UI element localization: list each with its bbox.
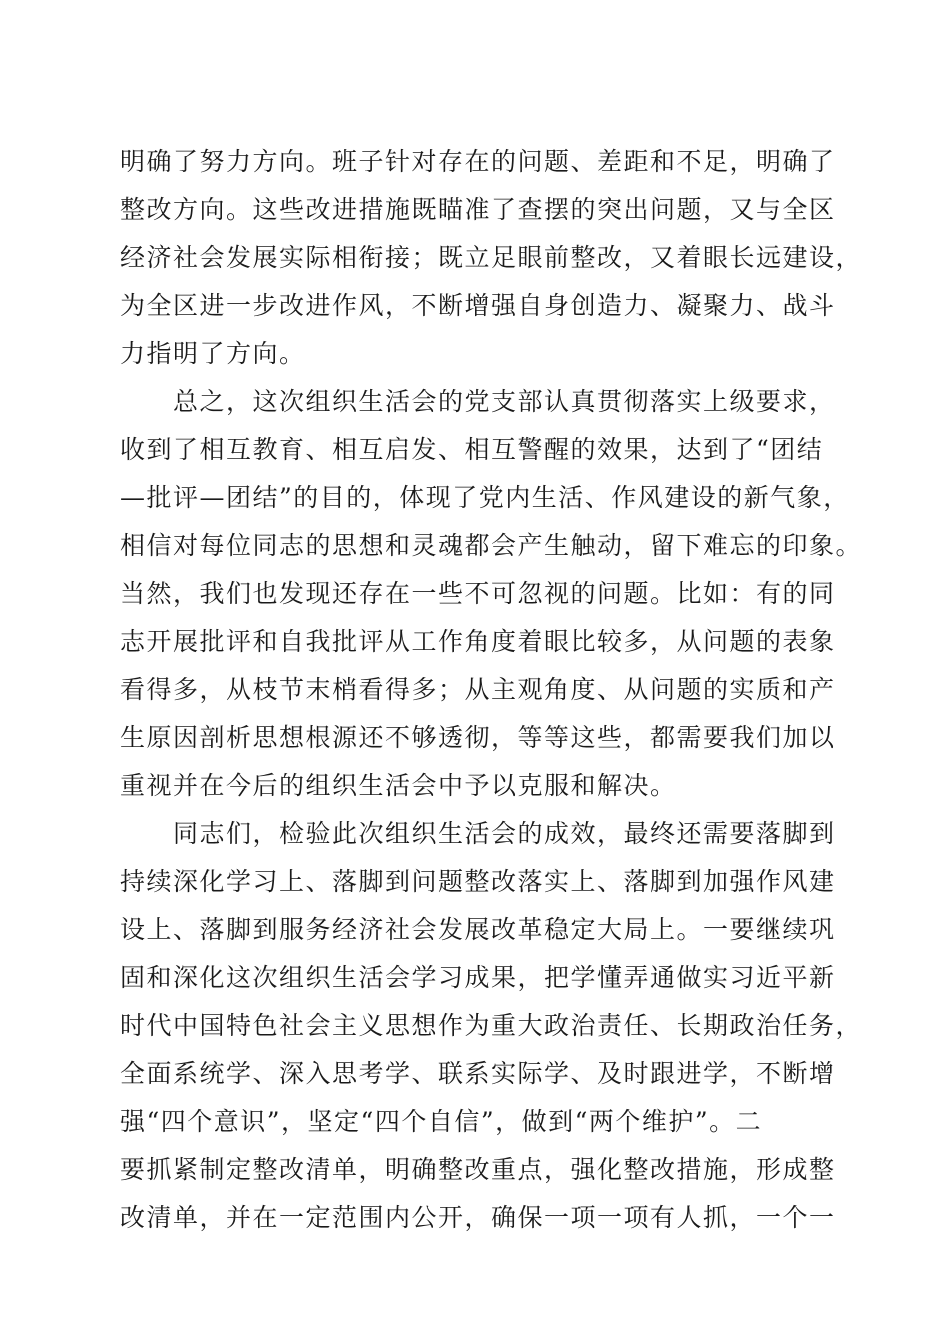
text-line-8: —批评—团结”的目的，体现了党内生活、作风建设的新气象， bbox=[120, 483, 850, 512]
text-line-4: 为全区进一步改进作风，不断增强自身创造力、凝聚力、战斗 bbox=[120, 291, 836, 320]
text-line-18: 固和深化这次组织生活会学习成果，把学懂弄通做实习近平新 bbox=[120, 963, 836, 992]
text-line-13: 生原因剖析思想根源还不够透彻，等等这些，都需要我们加以 bbox=[120, 723, 836, 752]
text-line-1: 明确了努力方向。班子针对存在的问题、差距和不足，明确了 bbox=[120, 147, 836, 176]
body-text bbox=[120, 138, 863, 1242]
text-line-15: 同志们，检验此次组织生活会的成效，最终还需要落脚到 bbox=[120, 819, 836, 848]
text-line-22: 要抓紧制定整改清单，明确整改重点，强化整改措施，形成整 bbox=[120, 1155, 836, 1184]
text-line-16: 持续深化学习上、落脚到问题整改落实上、落脚到加强作风建 bbox=[120, 867, 836, 896]
text-line-19: 时代中国特色社会主义思想作为重大政治责任、长期政治任务， bbox=[120, 1011, 863, 1040]
text-line-10: 当然，我们也发现还存在一些不可忽视的问题。比如：有的同 bbox=[120, 579, 836, 608]
text-line-20: 全面系统学、深入思考学、联系实际学、及时跟进学，不断增 bbox=[120, 1059, 836, 1088]
text-line-2: 整改方向。这些改进措施既瞄准了查摆的突出问题，又与全区 bbox=[120, 195, 836, 224]
text-line-3: 经济社会发展实际相衔接；既立足眼前整改，又着眼长远建设， bbox=[120, 243, 863, 272]
text-line-12: 看得多，从枝节末梢看得多；从主观角度、从问题的实质和产 bbox=[120, 675, 836, 704]
text-line-23: 改清单，并在一定范围内公开，确保一项一项有人抓，一个一 bbox=[120, 1203, 836, 1232]
text-line-7: 收到了相互教育、相互启发、相互警醒的效果，达到了“团结 bbox=[120, 435, 824, 464]
text-line-11: 志开展批评和自我批评从工作角度着眼比较多，从问题的表象 bbox=[120, 627, 836, 656]
text-line-14: 重视并在今后的组织生活会中予以克服和解决。 bbox=[120, 771, 677, 800]
text-line-17: 设上、落脚到服务经济社会发展改革稳定大局上。一要继续巩 bbox=[120, 915, 836, 944]
text-line-9: 相信对每位同志的思想和灵魂都会产生触动，留下难忘的印象。 bbox=[120, 531, 863, 560]
text-line-6: 总之，这次组织生活会的党支部认真贯彻落实上级要求， bbox=[120, 387, 836, 416]
text-line-21: 强“四个意识”，坚定“四个自信”，做到“两个维护”。二 bbox=[120, 1107, 763, 1136]
text-line-5: 力指明了方向。 bbox=[120, 339, 306, 368]
